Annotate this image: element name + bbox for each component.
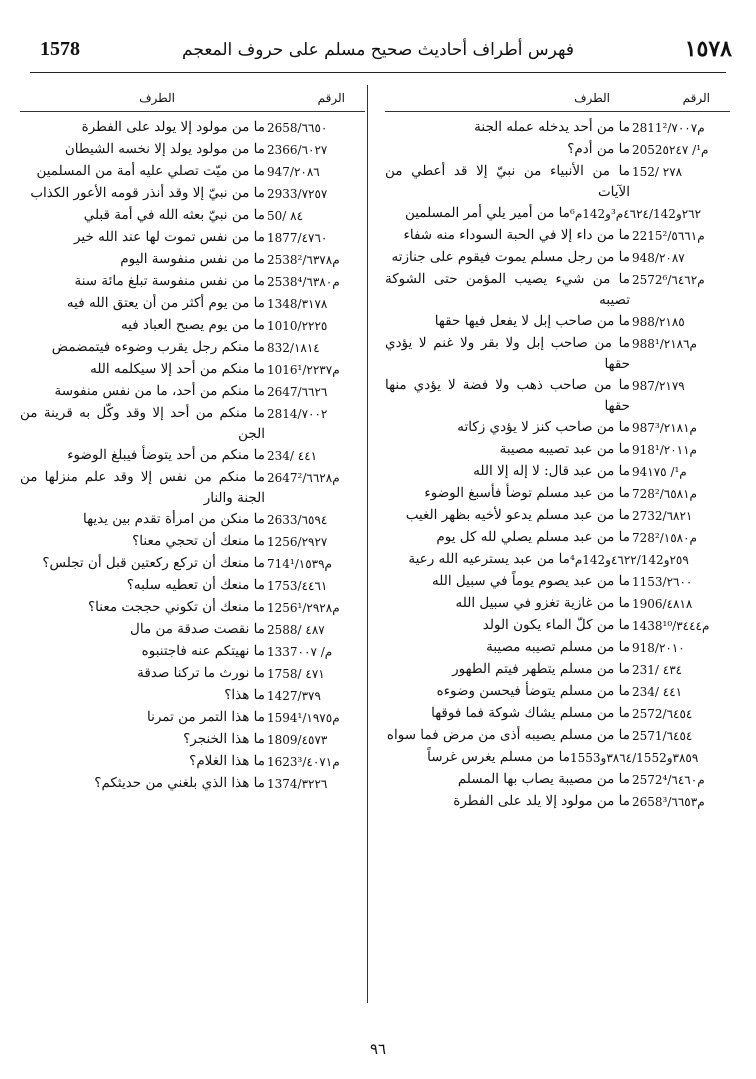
hadith-phrase: ما منكم من أحد إلا سيكلمه الله [90,361,265,377]
hadith-phrase: ما منكن من امرأة تقدم بين يديها [83,511,265,527]
index-entry [20,403,365,445]
hadith-reference-number: 1256م¹/٢٩٢٨ [267,601,340,615]
index-entry [20,773,365,795]
hadith-phrase: ما من مسلم يتطهر فيتم الطهور [452,661,630,677]
left-column-header [20,85,365,111]
hadith-reference-number: 1374/٣٢٢٦ [267,777,328,791]
header-rule [30,72,726,73]
index-entry [20,381,365,403]
hadith-phrase: ما من مصيبة يصاب بها المسلم [457,771,630,787]
index-entry [385,247,730,269]
hadith-reference-number: 231/ ٤٣٤ [632,663,683,677]
index-entry [20,553,365,575]
hadith-reference-number: 1753/٤٤٦١ [267,579,328,593]
right-column [385,85,730,813]
hadith-phrase: ما من أحد يدخله عمله الجنة [474,119,630,135]
hadith-reference-number: 1427/٣٧٩ [267,689,321,703]
index-entry [385,681,730,703]
hadith-phrase: ما من ميّت تصلي عليه أمة من المسلمين [36,163,265,179]
hadith-reference-number: 2814/٧٠٠٢ [267,407,328,421]
index-entry [20,161,365,183]
column-header-rule [385,111,730,112]
hadith-reference-number: 947/٢٠٨٦ [267,165,320,179]
hadith-phrase: ما هذا التمر من تمرنا [146,709,265,725]
hadith-phrase: ما من شيء يصيب المؤمن حتى الشوكة تصيبه [385,271,630,308]
number-header: الرقم [682,91,710,105]
hadith-reference-number: 94م¹/ ١٧٥ [632,465,687,479]
term-header: الطرف [139,91,175,105]
index-entry [385,311,730,333]
hadith-phrase: ما من نفس منفوسة اليوم [120,251,265,267]
index-entry [385,139,730,161]
hadith-phrase: ما من صاحب كنز لا يؤدي زكاته [457,419,630,435]
hadith-reference-number: 714م¹/١٥٣٩ [267,557,332,571]
hadith-phrase: ما من عبد يسترعيه الله رعية [408,551,570,567]
index-entry [20,619,365,641]
left-column-rows [20,117,365,795]
hadith-phrase: ما هذا الذي بلغني من حديثكم؟ [94,775,265,791]
right-column-header [385,85,730,111]
index-entry [20,337,365,359]
hadith-reference-number: 50/ ٨٤ [267,209,304,223]
hadith-reference-number: 988/٢١٨٥ [632,315,685,329]
hadith-reference-number: 1594م¹/١٩٧٥ [267,711,340,725]
hadith-phrase: ما هذا الخنجر؟ [183,731,265,747]
hadith-reference-number: 2633/٦٥٩٤ [267,513,328,527]
hadith-phrase: ما منكم رجل يقرب وضوءه فيتمضمض [51,339,265,355]
hadith-reference-number: 152/ ٢٧٨ [632,165,683,179]
hadith-reference-number: 1153/٢٦٠٠ [632,575,693,589]
hadith-phrase: ما منكم من أحد يتوضأ فيبلغ الوضوء [67,447,265,463]
hadith-phrase: ما من نفس منفوسة تبلغ مائة سنة [74,273,265,289]
hadith-reference-number: 1256/٢٩٢٧ [267,535,328,549]
index-entry [385,571,730,593]
hadith-phrase: ما من عبد يصوم يوماً في سبيل الله [432,573,630,589]
hadith-reference-number: 948/٢٠٨٧ [632,251,685,265]
hadith-phrase: ما من يوم يصبح العباد فيه [121,317,265,333]
hadith-reference-number: 2572م⁴/٦٤٦٠ [632,773,705,787]
hadith-reference-number: 1010/٢٢٢٥ [267,319,328,333]
column-header-rule [20,111,365,112]
page-number-arabic: ١٥٧٨ [684,36,732,62]
hadith-phrase: ما من نبيّ إلا وقد أنذر قومه الأعور الكذاب [30,185,265,201]
hadith-reference-number: 1906/٤٨١٨ [632,597,693,611]
term-header: الطرف [574,91,610,105]
index-entry [385,703,730,725]
page-title: فهرس أطراف أحاديث صحيح مسلم على حروف المعجم [182,40,574,60]
hadith-phrase: ما من عبد مسلم توضأ فأسبغ الوضوء [424,485,630,501]
index-entry [385,375,730,417]
index-entry [20,205,365,227]
hadith-phrase: ما نهيتكم عنه فاجتنبوه [141,643,265,659]
index-entry [20,227,365,249]
hadith-phrase: ما من نبيّ بعثه الله في أمة قبلي [83,207,265,223]
hadith-reference-number: 1438م¹⁰/٣٤٤٤ [632,619,710,633]
right-column-rows [385,117,730,813]
hadith-phrase: ما منعك أن تكوني حججت معنا؟ [88,599,265,615]
index-entry [20,685,365,707]
index-entry [20,293,365,315]
index-entry [20,467,365,509]
column-divider [367,85,368,1003]
hadith-reference-number: 2538م⁴/٦٣٨٠ [267,275,340,289]
hadith-reference-number: 1337م/ ٠٠٧ [267,645,333,659]
index-entry [20,249,365,271]
index-entry [20,139,365,161]
hadith-reference-number: 2571/٦٤٥٤ [632,729,693,743]
hadith-phrase: ما من عبد مسلم يدعو لأخيه بظهر الغيب [405,507,630,523]
hadith-reference-number: 1809/٤٥٧٣ [267,733,328,747]
hadith-reference-number: 2572/٦٤٥٤ [632,707,693,721]
index-entry [20,707,365,729]
hadith-phrase: ما نقصت صدقة من مال [130,621,265,637]
hadith-reference-number: 918/٢٠١٠ [632,641,685,655]
hadith-phrase: ما من صاحب إبل لا يفعل فيها حقها [434,313,630,329]
index-entry [385,527,730,549]
hadith-phrase: ما من عبد قال: لا إله إلا الله [473,463,630,479]
index-entry [20,509,365,531]
hadith-reference-number: ٢٦٢و٤٦٢٤/142م³و142م⁶ [570,207,702,221]
index-entry [20,729,365,751]
index-entry [20,445,365,467]
hadith-phrase: ما من صاحب إبل ولا بقر ولا غنم لا يؤدي حقها [385,335,630,372]
hadith-phrase: ما هذا؟ [224,687,265,703]
page-footer-number: ٩٦ [369,1040,387,1058]
index-entry [385,225,730,247]
index-entry [385,203,730,225]
hadith-reference-number: 2588/ ٤٨٧ [267,623,325,637]
hadith-phrase: ما من أدم؟ [567,141,630,157]
hadith-phrase: ما منعك أن تحجي معنا؟ [132,533,265,549]
index-entry [20,271,365,293]
hadith-phrase: ما من عبد تصيبه مصيبة [499,441,630,457]
index-entry [385,637,730,659]
index-entry [385,483,730,505]
index-entry [385,615,730,637]
hadith-phrase: ما من مسلم يشاك شوكة فما فوقها [431,705,630,721]
hadith-reference-number: 2572م⁶/٦٤٦٢ [632,273,705,287]
hadith-phrase: ما من أمير يلي أمر المسلمين [404,205,570,221]
index-entry [385,659,730,681]
hadith-reference-number: 234/ ٤٤١ [267,449,318,463]
hadith-reference-number: 2538م²/٦٣٧٨ [267,253,340,267]
index-entry [20,575,365,597]
index-entry [20,641,365,663]
hadith-phrase: ما من مولود إلا يولد على الفطرة [81,119,265,135]
hadith-reference-number: 2732/٦٨٢١ [632,509,693,523]
hadith-reference-number: 1348/٣١٧٨ [267,297,328,311]
hadith-phrase: ما منعك أن تركع ركعتين قبل أن تجلس؟ [42,555,265,571]
number-header: الرقم [317,91,345,105]
hadith-reference-number: 918م¹/٢٠١١ [632,443,697,457]
hadith-phrase: ما منكم من أحد، ما من نفس منفوسة [54,383,265,399]
index-entry [20,315,365,337]
hadith-phrase: ما من مسلم يصيبه أذى من مرض فما سواه [386,727,630,743]
hadith-phrase: ما هذا الغلام؟ [189,753,265,769]
hadith-reference-number: ٢٥٩و٤٦٢٢/142و142م⁴ [570,553,689,567]
page-number-latin: 1578 [40,38,80,60]
index-entry [385,593,730,615]
index-entry [385,461,730,483]
index-entry [385,161,730,203]
hadith-phrase: ما من الأنبياء من نبيّ إلا قد أعطي من الآيات [385,163,630,200]
hadith-phrase: ما من صاحب ذهب ولا فضة لا يؤدي منها حقها [385,377,630,414]
hadith-reference-number: 988م¹/٢١٨٦ [632,337,697,351]
hadith-reference-number: 234/ ٤٤١ [632,685,683,699]
hadith-phrase: ما من مسلم يتوضأ فيحسن وضوءه [436,683,630,699]
hadith-phrase: ما منكم من نفس إلا وقد علم منزلها من الجنة والنار [20,469,265,506]
index-entry [20,597,365,619]
hadith-phrase: ما من مسلم يغرس غرساً [427,749,570,765]
index-entry [385,549,730,571]
hadith-reference-number: ٣٨٥٩و٣٨٦٤/1552و1553 [570,751,699,765]
hadith-reference-number: 832/١٨١٤ [267,341,320,355]
hadith-reference-number: 2647م²/٦٦٢٨ [267,471,340,485]
index-entry [385,725,730,747]
index-entry [385,269,730,311]
index-entry [385,769,730,791]
index-entry [20,531,365,553]
index-entry [385,505,730,527]
hadith-phrase: ما من كلّ الماء يكون الولد [482,617,630,633]
hadith-reference-number: 1016م¹/٢٢٣٧ [267,363,340,377]
index-entry [20,183,365,205]
index-entry [385,417,730,439]
hadith-reference-number: 728م²/١٥٨٠ [632,531,697,545]
hadith-phrase: ما منكم من أحد إلا وقد وكّل به قرينة من الجن [20,405,265,442]
hadith-phrase: ما من نفس تموت لها عند الله خير [73,229,265,245]
hadith-reference-number: 987م³/٢١٨١ [632,421,697,435]
hadith-phrase: ما منعك أن تعطيه سلبه؟ [126,577,265,593]
index-entry [385,117,730,139]
hadith-phrase: ما من يوم أكثر من أن يعتق الله فيه [66,295,265,311]
hadith-reference-number: 2215م²/٥٦٦١ [632,229,705,243]
hadith-phrase: ما من غازية تغزو في سبيل الله [455,595,630,611]
hadith-phrase: ما من داء إلا في الحبة السوداء منه شفاء [403,227,630,243]
hadith-phrase: ما من مولود يولد إلا نخسه الشيطان [64,141,265,157]
hadith-reference-number: 1758/ ٤٧١ [267,667,325,681]
index-entry [385,333,730,375]
hadith-phrase: ما من عبد مسلم يصلي لله كل يوم [436,529,630,545]
hadith-reference-number: 2658م³/٦٦٥٣ [632,795,705,809]
hadith-reference-number: 728م²/٦٥٨١ [632,487,697,501]
hadith-reference-number: 987/٢١٧٩ [632,379,685,393]
hadith-reference-number: 2052م¹/ ٥٢٤٧ [632,143,709,157]
hadith-phrase: ما نورث ما تركنا صدقة [137,665,265,681]
hadith-phrase: ما من مولود إلا يلد على الفطرة [453,793,630,809]
hadith-reference-number: 2658/٦٦٥٠ [267,121,328,135]
hadith-phrase: ما من مسلم تصيبه مصيبة [486,639,630,655]
hadith-phrase: ما من رجل مسلم يموت فيقوم على جنازته [391,249,630,265]
index-entry [20,751,365,773]
index-entry [385,791,730,813]
hadith-reference-number: 1877/٤٧٦٠ [267,231,328,245]
hadith-reference-number: 2811م²/٧٠٠٧ [632,121,705,135]
hadith-reference-number: 2647/٦٦٢٦ [267,385,328,399]
index-entry [385,747,730,769]
index-entry [20,359,365,381]
index-entry [20,117,365,139]
left-column [20,85,365,795]
index-entry [385,439,730,461]
hadith-reference-number: 2933/٧٢٥٧ [267,187,328,201]
hadith-reference-number: 1623م³/٤٠٧١ [267,755,340,769]
hadith-reference-number: 2366/٦٠٢٧ [267,143,328,157]
index-entry [20,663,365,685]
